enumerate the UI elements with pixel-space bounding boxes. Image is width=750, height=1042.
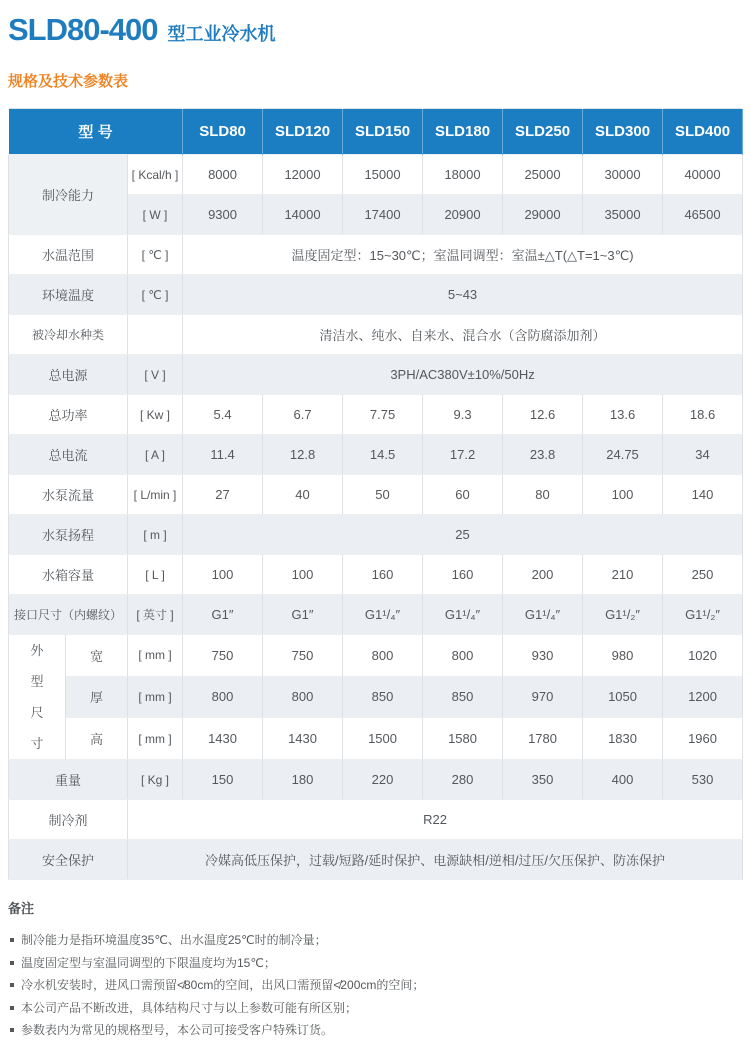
row-tank-capacity (9, 555, 743, 595)
table-cell: 15000 (343, 155, 423, 195)
row-safety-protection (9, 840, 743, 880)
table-cell: 400 (583, 760, 663, 800)
header-model: SLD400 (663, 109, 743, 155)
header-model: SLD250 (503, 109, 583, 155)
unit-cell: [ mm ] (128, 676, 183, 718)
table-cell: 9.3 (423, 395, 503, 435)
page-header (0, 0, 750, 91)
row-ambient-temp (9, 275, 743, 315)
table-cell: 800 (423, 635, 503, 677)
unit-cell: [ Kg ] (128, 760, 183, 800)
table-cell: 7.75 (343, 395, 423, 435)
header-model: SLD300 (583, 109, 663, 155)
table-cell: 17400 (343, 195, 423, 235)
row-sublabel: 厚 (66, 676, 128, 718)
table-cell: G1¹/₂″ (663, 595, 743, 635)
table-cell: 100 (583, 475, 663, 515)
table-cell: 27 (183, 475, 263, 515)
note-item: 冷水机安装时，进风口需预留≮80cm的空间，出风口需预留≮200cm的空间； (8, 974, 742, 997)
notes-title: 备注 (8, 901, 35, 916)
table-cell: G1″ (263, 595, 343, 635)
unit-cell: [ L ] (128, 555, 183, 595)
table-cell: 5.4 (183, 395, 263, 435)
table-cell: 80 (503, 475, 583, 515)
table-cell: 1580 (423, 718, 503, 760)
table-cell: 20900 (423, 195, 503, 235)
table-cell: 1430 (263, 718, 343, 760)
table-cell: 5~43 (183, 275, 743, 315)
table-cell: 14000 (263, 195, 343, 235)
unit-cell: [ ℃ ] (128, 275, 183, 315)
row-label: 接口尺寸（内螺纹） (9, 595, 128, 635)
table-cell: 18.6 (663, 395, 743, 435)
table-cell: 100 (183, 555, 263, 595)
table-cell: 800 (263, 676, 343, 718)
row-dimension-depth (9, 676, 743, 718)
unit-cell: [ W ] (128, 195, 183, 235)
unit-cell (128, 315, 183, 355)
table-cell: 46500 (663, 195, 743, 235)
row-label: 水泵流量 (9, 475, 128, 515)
row-sublabel: 高 (66, 718, 128, 760)
model-range-title: SLD80-400 (8, 12, 158, 47)
table-cell: 8000 (183, 155, 263, 195)
table-cell: 850 (423, 676, 503, 718)
table-cell: 750 (183, 635, 263, 677)
table-cell: 220 (343, 760, 423, 800)
notes-list (8, 929, 742, 1042)
row-dimension-width (9, 635, 743, 677)
spec-table (8, 108, 743, 880)
table-cell: G1″ (183, 595, 263, 635)
row-label: 安全保护 (9, 840, 128, 880)
row-label: 被冷却水种类 (9, 315, 128, 355)
row-pump-flow (9, 475, 743, 515)
table-cell: 23.8 (503, 435, 583, 475)
header-model-label: 型 号 (9, 109, 183, 155)
table-cell: 800 (183, 676, 263, 718)
table-cell: 150 (183, 760, 263, 800)
row-total-power (9, 395, 743, 435)
unit-cell: [ mm ] (128, 635, 183, 677)
table-cell: 1960 (663, 718, 743, 760)
unit-cell: [ m ] (128, 515, 183, 555)
unit-cell: [ Kw ] (128, 395, 183, 435)
table-cell: 14.5 (343, 435, 423, 475)
table-header-row (9, 109, 743, 155)
row-water-temp-range (9, 235, 743, 275)
table-cell: 180 (263, 760, 343, 800)
notes-section (0, 880, 750, 1042)
table-cell: 100 (263, 555, 343, 595)
unit-cell: [ mm ] (128, 718, 183, 760)
row-label: 总功率 (9, 395, 128, 435)
table-cell: G1¹/₂″ (583, 595, 663, 635)
table-cell: 25 (183, 515, 743, 555)
table-cell: 250 (663, 555, 743, 595)
row-label: 总电源 (9, 355, 128, 395)
table-cell: 160 (343, 555, 423, 595)
table-cell: 18000 (423, 155, 503, 195)
table-cell: 12000 (263, 155, 343, 195)
table-cell: 530 (663, 760, 743, 800)
row-cooled-water-type (9, 315, 743, 355)
note-item: 温度固定型与室温同调型的下限温度均为15℃； (8, 952, 742, 975)
page-title (8, 12, 742, 48)
table-cell: 200 (503, 555, 583, 595)
unit-cell: [ Kcal/h ] (128, 155, 183, 195)
note-item: 本公司产品不断改进，具体结构尺寸与以上参数可能有所区别； (8, 997, 742, 1020)
row-pump-head (9, 515, 743, 555)
table-cell: 冷媒高低压保护，过载/短路/延时保护、电源缺相/逆相/过压/欠压保护、防冻保护 (128, 840, 743, 880)
table-cell: 1430 (183, 718, 263, 760)
unit-cell: [ 英寸 ] (128, 595, 183, 635)
table-cell: 970 (503, 676, 583, 718)
header-model: SLD180 (423, 109, 503, 155)
note-item: 参数表内为常见的规格型号，本公司可接受客户特殊订货。 (8, 1019, 742, 1042)
row-label: 制冷剂 (9, 800, 128, 840)
table-cell: G1¹/₄″ (503, 595, 583, 635)
table-cell: 40000 (663, 155, 743, 195)
table-cell: 温度固定型：15~30℃；室温同调型：室温±△T(△T=1~3℃) (183, 235, 743, 275)
row-label: 水温范围 (9, 235, 128, 275)
table-cell: 280 (423, 760, 503, 800)
table-cell: 34 (663, 435, 743, 475)
table-cell: 1020 (663, 635, 743, 677)
row-label: 水泵扬程 (9, 515, 128, 555)
row-cooling-capacity-kcal (9, 155, 743, 195)
table-cell: R22 (128, 800, 743, 840)
row-sublabel: 宽 (66, 635, 128, 677)
table-cell: 800 (343, 635, 423, 677)
row-power-supply (9, 355, 743, 395)
table-cell: 9300 (183, 195, 263, 235)
row-label: 总电流 (9, 435, 128, 475)
product-type-title: 型工业冷水机 (167, 24, 276, 44)
table-cell: 930 (503, 635, 583, 677)
table-cell: 30000 (583, 155, 663, 195)
unit-cell: [ V ] (128, 355, 183, 395)
spec-table-subtitle: 规格及技术参数表 (8, 73, 129, 90)
header-model: SLD120 (263, 109, 343, 155)
table-cell: 1050 (583, 676, 663, 718)
row-refrigerant (9, 800, 743, 840)
table-cell: 210 (583, 555, 663, 595)
table-cell: 40 (263, 475, 343, 515)
table-cell: 1830 (583, 718, 663, 760)
table-cell: 750 (263, 635, 343, 677)
table-cell: 1200 (663, 676, 743, 718)
note-item: 制冷能力是指环境温度35℃、出水温度25℃时的制冷量； (8, 929, 742, 952)
table-cell: 11.4 (183, 435, 263, 475)
table-cell: 17.2 (423, 435, 503, 475)
row-dimension-height (9, 718, 743, 760)
table-cell: 29000 (503, 195, 583, 235)
dimensions-label: 外型尺寸 (9, 635, 66, 760)
header-model: SLD80 (183, 109, 263, 155)
table-cell: 12.8 (263, 435, 343, 475)
table-cell: 60 (423, 475, 503, 515)
header-model: SLD150 (343, 109, 423, 155)
table-cell: 140 (663, 475, 743, 515)
table-cell: 12.6 (503, 395, 583, 435)
table-cell: 1780 (503, 718, 583, 760)
table-cell: 6.7 (263, 395, 343, 435)
table-cell: G1¹/₄″ (423, 595, 503, 635)
table-cell: 3PH/AC380V±10%/50Hz (183, 355, 743, 395)
table-cell: 350 (503, 760, 583, 800)
table-cell: 50 (343, 475, 423, 515)
row-label: 环境温度 (9, 275, 128, 315)
table-cell: 13.6 (583, 395, 663, 435)
table-cell: 850 (343, 676, 423, 718)
table-cell: 1500 (343, 718, 423, 760)
table-cell: 清洁水、纯水、自来水、混合水（含防腐添加剂） (183, 315, 743, 355)
table-cell: G1¹/₄″ (343, 595, 423, 635)
unit-cell: [ L/min ] (128, 475, 183, 515)
row-label: 重量 (9, 760, 128, 800)
unit-cell: [ ℃ ] (128, 235, 183, 275)
table-cell: 24.75 (583, 435, 663, 475)
row-port-size (9, 595, 743, 635)
row-weight (9, 760, 743, 800)
unit-cell: [ A ] (128, 435, 183, 475)
row-label: 水箱容量 (9, 555, 128, 595)
table-cell: 35000 (583, 195, 663, 235)
table-cell: 160 (423, 555, 503, 595)
table-cell: 25000 (503, 155, 583, 195)
row-label: 制冷能力 (9, 155, 128, 235)
table-cell: 980 (583, 635, 663, 677)
row-total-current (9, 435, 743, 475)
